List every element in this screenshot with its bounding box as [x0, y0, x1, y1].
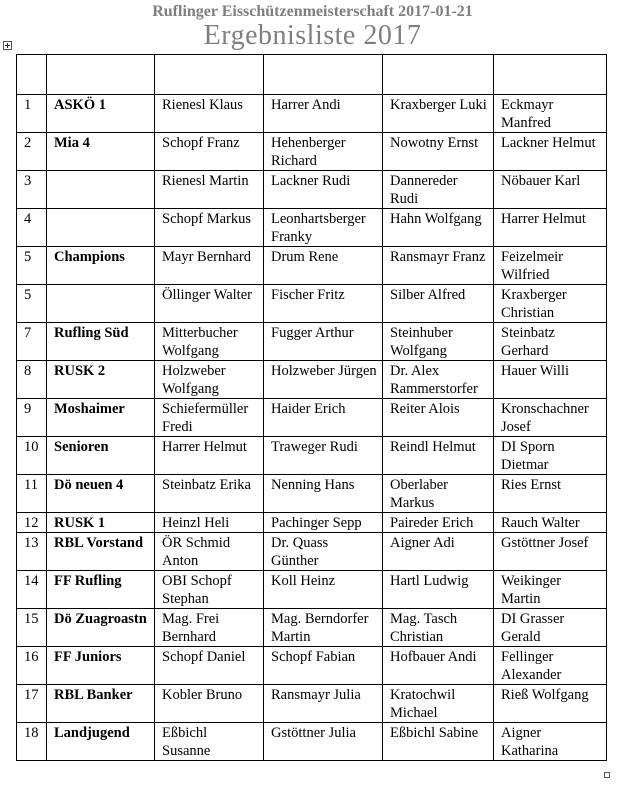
- header-cell[interactable]: [264, 55, 383, 95]
- player-cell[interactable]: Steinbatz Gerhard: [494, 323, 607, 361]
- player-cell[interactable]: Gstöttner Josef: [494, 533, 607, 571]
- team-name-cell[interactable]: Mia 4: [47, 133, 155, 171]
- rank-cell[interactable]: 10: [17, 437, 47, 475]
- rank-cell[interactable]: 17: [17, 685, 47, 723]
- table-move-handle-icon[interactable]: [3, 41, 12, 50]
- player-cell[interactable]: Rauch Walter: [494, 513, 607, 533]
- rank-cell[interactable]: 1: [17, 95, 47, 133]
- player-cell[interactable]: Ransmayr Julia: [264, 685, 383, 723]
- header-cell[interactable]: [155, 55, 264, 95]
- player-cell[interactable]: Aigner Adi: [383, 533, 494, 571]
- player-cell[interactable]: Drum Rene: [264, 247, 383, 285]
- rank-cell[interactable]: 5: [17, 285, 47, 323]
- player-cell[interactable]: Ries Ernst: [494, 475, 607, 513]
- player-cell[interactable]: Schopf Daniel: [155, 647, 264, 685]
- player-cell[interactable]: Kraxberger Luki: [383, 95, 494, 133]
- player-cell[interactable]: Fellinger Alexander: [494, 647, 607, 685]
- player-cell[interactable]: Schopf Fabian: [264, 647, 383, 685]
- table-row: [17, 133, 607, 171]
- rank-cell[interactable]: 16: [17, 647, 47, 685]
- player-cell[interactable]: Schiefermüller Fredi: [155, 399, 264, 437]
- player-cell[interactable]: Dr. Alex Rammerstorfer: [383, 361, 494, 399]
- player-cell[interactable]: Rienesl Klaus: [155, 95, 264, 133]
- rank-cell[interactable]: 15: [17, 609, 47, 647]
- player-cell[interactable]: Hehenberger Richard: [264, 133, 383, 171]
- player-cell[interactable]: Gstöttner Julia: [264, 723, 383, 761]
- player-cell[interactable]: Fugger Arthur: [264, 323, 383, 361]
- player-cell[interactable]: Mag. Berndorfer Martin: [264, 609, 383, 647]
- table-row: [17, 171, 607, 209]
- rank-cell[interactable]: 9: [17, 399, 47, 437]
- player-cell[interactable]: Eßbichl Sabine: [383, 723, 494, 761]
- rank-cell[interactable]: 13: [17, 533, 47, 571]
- table-row: [17, 513, 607, 533]
- player-cell[interactable]: Nenning Hans: [264, 475, 383, 513]
- player-cell[interactable]: Harrer Helmut: [494, 209, 607, 247]
- table-row: [17, 361, 607, 399]
- player-cell[interactable]: Koll Heinz: [264, 571, 383, 609]
- player-cell[interactable]: Schopf Franz: [155, 133, 264, 171]
- team-name-cell[interactable]: [47, 171, 155, 209]
- rank-cell[interactable]: 18: [17, 723, 47, 761]
- table-row: [17, 95, 607, 133]
- team-name-cell[interactable]: Landjugend: [47, 723, 155, 761]
- player-cell[interactable]: ÖR Schmid Anton: [155, 533, 264, 571]
- player-cell[interactable]: Eckmayr Manfred: [494, 95, 607, 133]
- rank-cell[interactable]: 2: [17, 133, 47, 171]
- team-name-cell[interactable]: Moshaimer: [47, 399, 155, 437]
- header-cell[interactable]: [47, 55, 155, 95]
- player-cell[interactable]: Feizelmeir Wilfried: [494, 247, 607, 285]
- team-name-cell[interactable]: RUSK 1: [47, 513, 155, 533]
- table-row: [17, 647, 607, 685]
- player-cell[interactable]: Nowotny Ernst: [383, 133, 494, 171]
- team-name-cell[interactable]: RBL Banker: [47, 685, 155, 723]
- player-cell[interactable]: Holzweber Wolfgang: [155, 361, 264, 399]
- player-cell[interactable]: Ransmayr Franz: [383, 247, 494, 285]
- player-cell[interactable]: Pachinger Sepp: [264, 513, 383, 533]
- rank-cell[interactable]: 3: [17, 171, 47, 209]
- header-cell[interactable]: [383, 55, 494, 95]
- player-cell[interactable]: Hartl Ludwig: [383, 571, 494, 609]
- rank-cell[interactable]: 7: [17, 323, 47, 361]
- player-cell[interactable]: Holzweber Jürgen: [264, 361, 383, 399]
- player-cell[interactable]: Kratochwil Michael: [383, 685, 494, 723]
- player-cell[interactable]: Heinzl Heli: [155, 513, 264, 533]
- team-name-cell[interactable]: Dö neuen 4: [47, 475, 155, 513]
- player-cell[interactable]: Paireder Erich: [383, 513, 494, 533]
- header-cell[interactable]: [17, 55, 47, 95]
- player-cell[interactable]: Kobler Bruno: [155, 685, 264, 723]
- results-table: [16, 54, 607, 761]
- team-name-cell[interactable]: Senioren: [47, 437, 155, 475]
- table-row: [17, 399, 607, 437]
- document-title: Ergebnisliste 2017: [203, 20, 422, 51]
- player-cell[interactable]: Mayr Bernhard: [155, 247, 264, 285]
- team-name-cell[interactable]: ASKÖ 1: [47, 95, 155, 133]
- player-cell[interactable]: Weikinger Martin: [494, 571, 607, 609]
- table-row: [17, 685, 607, 723]
- team-name-cell[interactable]: [47, 209, 155, 247]
- player-cell[interactable]: Fischer Fritz: [264, 285, 383, 323]
- team-name-cell[interactable]: Champions: [47, 247, 155, 285]
- table-resize-handle-icon[interactable]: [604, 772, 610, 778]
- rank-cell[interactable]: 14: [17, 571, 47, 609]
- player-cell[interactable]: Nöbauer Karl: [494, 171, 607, 209]
- player-cell[interactable]: Mag. Tasch Christian: [383, 609, 494, 647]
- table-row: [17, 437, 607, 475]
- player-cell[interactable]: Öllinger Walter: [155, 285, 264, 323]
- table-row: [17, 533, 607, 571]
- player-cell[interactable]: Rienesl Martin: [155, 171, 264, 209]
- player-cell[interactable]: Steinhuber Wolfgang: [383, 323, 494, 361]
- table-row: [17, 285, 607, 323]
- player-cell[interactable]: Silber Alfred: [383, 285, 494, 323]
- team-name-cell[interactable]: FF Juniors: [47, 647, 155, 685]
- rank-cell[interactable]: 8: [17, 361, 47, 399]
- rank-cell[interactable]: 5: [17, 247, 47, 285]
- team-name-cell[interactable]: RUSK 2: [47, 361, 155, 399]
- player-cell[interactable]: DI Grasser Gerald: [494, 609, 607, 647]
- player-cell[interactable]: Hahn Wolfgang: [383, 209, 494, 247]
- player-cell[interactable]: Eßbichl Susanne: [155, 723, 264, 761]
- player-cell[interactable]: Aigner Katharina: [494, 723, 607, 761]
- player-cell[interactable]: Hauer Willi: [494, 361, 607, 399]
- header-cell[interactable]: [494, 55, 607, 95]
- player-cell[interactable]: Oberlaber Markus: [383, 475, 494, 513]
- player-cell[interactable]: Traweger Rudi: [264, 437, 383, 475]
- player-cell[interactable]: Hofbauer Andi: [383, 647, 494, 685]
- team-name-cell[interactable]: Dö Zuagroastn: [47, 609, 155, 647]
- player-cell[interactable]: Dannereder Rudi: [383, 171, 494, 209]
- player-cell[interactable]: Mag. Frei Bernhard: [155, 609, 264, 647]
- table-row: [17, 475, 607, 513]
- table-row: [17, 209, 607, 247]
- player-cell[interactable]: Kraxberger Christian: [494, 285, 607, 323]
- table-header-row: [17, 55, 607, 95]
- table-row: [17, 723, 607, 761]
- player-cell[interactable]: Rieß Wolfgang: [494, 685, 607, 723]
- player-cell[interactable]: OBI Schopf Stephan: [155, 571, 264, 609]
- rank-cell[interactable]: 11: [17, 475, 47, 513]
- player-cell[interactable]: Steinbatz Erika: [155, 475, 264, 513]
- document-subtitle: Ruflinger Eisschützenmeisterschaft 2017-01-21: [152, 3, 473, 20]
- team-name-cell[interactable]: [47, 285, 155, 323]
- player-cell[interactable]: Lackner Helmut: [494, 133, 607, 171]
- table-row: [17, 247, 607, 285]
- player-cell[interactable]: Reiter Alois: [383, 399, 494, 437]
- team-name-cell[interactable]: Rufling Süd: [47, 323, 155, 361]
- player-cell[interactable]: Haider Erich: [264, 399, 383, 437]
- table-row: [17, 571, 607, 609]
- team-name-cell[interactable]: RBL Vorstand: [47, 533, 155, 571]
- player-cell[interactable]: Lackner Rudi: [264, 171, 383, 209]
- player-cell[interactable]: Leonhartsberger Franky: [264, 209, 383, 247]
- player-cell[interactable]: Reindl Helmut: [383, 437, 494, 475]
- table-row: [17, 609, 607, 647]
- player-cell[interactable]: Mitterbucher Wolfgang: [155, 323, 264, 361]
- player-cell[interactable]: DI Sporn Dietmar: [494, 437, 607, 475]
- rank-cell[interactable]: 4: [17, 209, 47, 247]
- player-cell[interactable]: Kronschachner Josef: [494, 399, 607, 437]
- team-name-cell[interactable]: FF Rufling: [47, 571, 155, 609]
- player-cell[interactable]: Harrer Helmut: [155, 437, 264, 475]
- player-cell[interactable]: Harrer Andi: [264, 95, 383, 133]
- player-cell[interactable]: Dr. Quass Günther: [264, 533, 383, 571]
- player-cell[interactable]: Schopf Markus: [155, 209, 264, 247]
- table-row: [17, 323, 607, 361]
- rank-cell[interactable]: 12: [17, 513, 47, 533]
